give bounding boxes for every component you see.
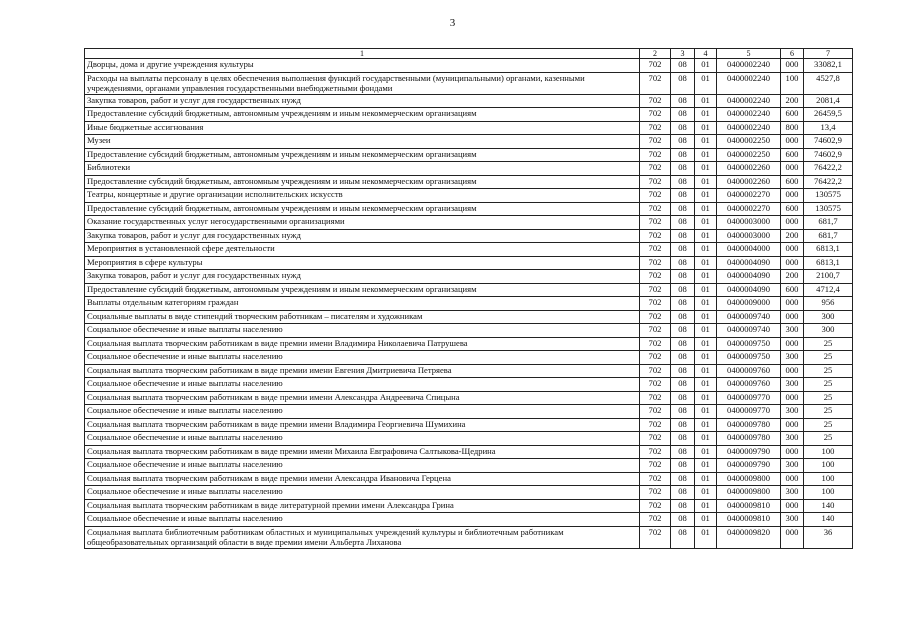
section-code-cell: 08	[671, 486, 695, 500]
ministry-code-cell: 702	[640, 216, 671, 230]
subsection-code-cell: 01	[695, 270, 717, 284]
subsection-code-cell: 01	[695, 243, 717, 257]
ministry-code-cell: 702	[640, 297, 671, 311]
expense-type-cell: 600	[781, 175, 804, 189]
target-article-cell: 0400009790	[717, 445, 781, 459]
amount-cell: 25	[804, 364, 853, 378]
expense-name-cell: Социальное обеспечение и иные выплаты населению	[85, 486, 640, 500]
column-number: 1	[85, 49, 640, 59]
ministry-code-cell: 702	[640, 283, 671, 297]
section-code-cell: 08	[671, 175, 695, 189]
target-article-cell: 0400002270	[717, 189, 781, 203]
amount-cell: 25	[804, 418, 853, 432]
expense-type-cell: 000	[781, 445, 804, 459]
subsection-code-cell: 01	[695, 405, 717, 419]
expense-type-cell: 600	[781, 283, 804, 297]
target-article-cell: 0400009800	[717, 486, 781, 500]
table-row	[85, 175, 853, 189]
budget-table-body	[85, 49, 853, 549]
amount-cell: 25	[804, 351, 853, 365]
table-row	[85, 202, 853, 216]
table-row	[85, 148, 853, 162]
table-row	[85, 432, 853, 446]
section-code-cell: 08	[671, 513, 695, 527]
expense-name-cell: Предоставление субсидий бюджетным, автономным учреждениям и иным некоммерческим организациям	[85, 108, 640, 122]
expense-name-cell: Мероприятия в сфере культуры	[85, 256, 640, 270]
expense-type-cell: 000	[781, 243, 804, 257]
table-row	[85, 472, 853, 486]
target-article-cell: 0400003000	[717, 229, 781, 243]
section-code-cell: 08	[671, 270, 695, 284]
table-row	[85, 391, 853, 405]
expense-type-cell: 000	[781, 59, 804, 73]
amount-cell: 36	[804, 526, 853, 548]
subsection-code-cell: 01	[695, 486, 717, 500]
subsection-code-cell: 01	[695, 432, 717, 446]
amount-cell: 4712,4	[804, 283, 853, 297]
budget-table	[84, 48, 853, 549]
expense-name-cell: Оказание государственных услуг негосударственными организациями	[85, 216, 640, 230]
ministry-code-cell: 702	[640, 243, 671, 257]
expense-name-cell: Социальное обеспечение и иные выплаты населению	[85, 351, 640, 365]
target-article-cell: 0400002240	[717, 94, 781, 108]
target-article-cell: 0400002260	[717, 175, 781, 189]
section-code-cell: 08	[671, 202, 695, 216]
column-number: 6	[781, 49, 804, 59]
expense-name-cell: Социальная выплата творческим работникам в виде премии имени Евгения Дмитриевича Петряева	[85, 364, 640, 378]
expense-type-cell: 000	[781, 499, 804, 513]
expense-name-cell: Социальное обеспечение и иные выплаты населению	[85, 324, 640, 338]
target-article-cell: 0400009780	[717, 418, 781, 432]
expense-type-cell: 000	[781, 297, 804, 311]
ministry-code-cell: 702	[640, 310, 671, 324]
expense-type-cell: 300	[781, 486, 804, 500]
subsection-code-cell: 01	[695, 472, 717, 486]
expense-type-cell: 000	[781, 189, 804, 203]
amount-cell: 681,7	[804, 229, 853, 243]
target-article-cell: 0400002250	[717, 135, 781, 149]
amount-cell: 26459,5	[804, 108, 853, 122]
table-row	[85, 405, 853, 419]
expense-type-cell: 000	[781, 418, 804, 432]
subsection-code-cell: 01	[695, 108, 717, 122]
expense-name-cell: Социальная выплата творческим работникам в виде литературной премии имени Александра Грина	[85, 499, 640, 513]
expense-name-cell: Театры, концертные и другие организации исполнительских искусств	[85, 189, 640, 203]
subsection-code-cell: 01	[695, 351, 717, 365]
section-code-cell: 08	[671, 337, 695, 351]
target-article-cell: 0400009750	[717, 337, 781, 351]
expense-name-cell: Библиотеки	[85, 162, 640, 176]
expense-name-cell: Дворцы, дома и другие учреждения культуры	[85, 59, 640, 73]
section-code-cell: 08	[671, 526, 695, 548]
subsection-code-cell: 01	[695, 148, 717, 162]
expense-name-cell: Мероприятия в установленной сфере деятельности	[85, 243, 640, 257]
column-number-row	[85, 49, 853, 59]
amount-cell: 25	[804, 378, 853, 392]
expense-name-cell: Закупка товаров, работ и услуг для государственных нужд	[85, 270, 640, 284]
amount-cell: 6813,1	[804, 256, 853, 270]
amount-cell: 74602,9	[804, 148, 853, 162]
section-code-cell: 08	[671, 378, 695, 392]
target-article-cell: 0400009000	[717, 297, 781, 311]
subsection-code-cell: 01	[695, 445, 717, 459]
ministry-code-cell: 702	[640, 108, 671, 122]
expense-type-cell: 000	[781, 391, 804, 405]
expense-type-cell: 200	[781, 229, 804, 243]
ministry-code-cell: 702	[640, 202, 671, 216]
ministry-code-cell: 702	[640, 513, 671, 527]
expense-type-cell: 000	[781, 310, 804, 324]
amount-cell: 33082,1	[804, 59, 853, 73]
ministry-code-cell: 702	[640, 391, 671, 405]
expense-name-cell: Предоставление субсидий бюджетным, автономным учреждениям и иным некоммерческим организациям	[85, 283, 640, 297]
subsection-code-cell: 01	[695, 526, 717, 548]
expense-type-cell: 800	[781, 121, 804, 135]
section-code-cell: 08	[671, 283, 695, 297]
target-article-cell: 0400002270	[717, 202, 781, 216]
expense-type-cell: 300	[781, 432, 804, 446]
section-code-cell: 08	[671, 297, 695, 311]
page-number: 3	[449, 17, 456, 29]
ministry-code-cell: 702	[640, 445, 671, 459]
ministry-code-cell: 702	[640, 189, 671, 203]
target-article-cell: 0400009740	[717, 324, 781, 338]
target-article-cell: 0400009760	[717, 364, 781, 378]
amount-cell: 13,4	[804, 121, 853, 135]
ministry-code-cell: 702	[640, 472, 671, 486]
subsection-code-cell: 01	[695, 283, 717, 297]
subsection-code-cell: 01	[695, 337, 717, 351]
amount-cell: 25	[804, 405, 853, 419]
target-article-cell: 0400004000	[717, 243, 781, 257]
amount-cell: 681,7	[804, 216, 853, 230]
ministry-code-cell: 702	[640, 135, 671, 149]
expense-name-cell: Социальная выплата творческим работникам в виде премии имени Александра Ивановича Герцена	[85, 472, 640, 486]
amount-cell: 956	[804, 297, 853, 311]
target-article-cell: 0400009790	[717, 459, 781, 473]
ministry-code-cell: 702	[640, 418, 671, 432]
expense-name-cell: Социальная выплата творческим работникам в виде премии имени Владимира Георгиевича Шумихина	[85, 418, 640, 432]
subsection-code-cell: 01	[695, 378, 717, 392]
section-code-cell: 08	[671, 72, 695, 94]
ministry-code-cell: 702	[640, 378, 671, 392]
section-code-cell: 08	[671, 364, 695, 378]
amount-cell: 74602,9	[804, 135, 853, 149]
table-row	[85, 445, 853, 459]
ministry-code-cell: 702	[640, 405, 671, 419]
amount-cell: 100	[804, 459, 853, 473]
table-row	[85, 310, 853, 324]
subsection-code-cell: 01	[695, 391, 717, 405]
section-code-cell: 08	[671, 243, 695, 257]
subsection-code-cell: 01	[695, 135, 717, 149]
expense-name-cell: Музеи	[85, 135, 640, 149]
expense-name-cell: Социальное обеспечение и иные выплаты населению	[85, 405, 640, 419]
amount-cell: 25	[804, 337, 853, 351]
section-code-cell: 08	[671, 94, 695, 108]
subsection-code-cell: 01	[695, 189, 717, 203]
section-code-cell: 08	[671, 189, 695, 203]
amount-cell: 76422,2	[804, 162, 853, 176]
section-code-cell: 08	[671, 310, 695, 324]
target-article-cell: 0400009810	[717, 499, 781, 513]
expense-name-cell: Предоставление субсидий бюджетным, автономным учреждениям и иным некоммерческим организациям	[85, 148, 640, 162]
column-number: 7	[804, 49, 853, 59]
table-row	[85, 297, 853, 311]
target-article-cell: 0400002240	[717, 59, 781, 73]
target-article-cell: 0400002260	[717, 162, 781, 176]
column-number: 5	[717, 49, 781, 59]
expense-name-cell: Предоставление субсидий бюджетным, автономным учреждениям и иным некоммерческим организациям	[85, 202, 640, 216]
amount-cell: 130575	[804, 189, 853, 203]
target-article-cell: 0400009770	[717, 391, 781, 405]
section-code-cell: 08	[671, 216, 695, 230]
table-row	[85, 162, 853, 176]
subsection-code-cell: 01	[695, 364, 717, 378]
expense-type-cell: 600	[781, 202, 804, 216]
section-code-cell: 08	[671, 59, 695, 73]
subsection-code-cell: 01	[695, 72, 717, 94]
ministry-code-cell: 702	[640, 59, 671, 73]
table-row	[85, 229, 853, 243]
amount-cell: 2100,7	[804, 270, 853, 284]
target-article-cell: 0400009750	[717, 351, 781, 365]
ministry-code-cell: 702	[640, 351, 671, 365]
target-article-cell: 0400002250	[717, 148, 781, 162]
subsection-code-cell: 01	[695, 216, 717, 230]
ministry-code-cell: 702	[640, 162, 671, 176]
expense-name-cell: Закупка товаров, работ и услуг для государственных нужд	[85, 229, 640, 243]
table-row	[85, 499, 853, 513]
section-code-cell: 08	[671, 162, 695, 176]
ministry-code-cell: 702	[640, 270, 671, 284]
ministry-code-cell: 702	[640, 72, 671, 94]
target-article-cell: 0400009820	[717, 526, 781, 548]
expense-name-cell: Социальное обеспечение и иные выплаты населению	[85, 378, 640, 392]
ministry-code-cell: 702	[640, 148, 671, 162]
amount-cell: 25	[804, 432, 853, 446]
table-row	[85, 270, 853, 284]
table-row	[85, 243, 853, 257]
ministry-code-cell: 702	[640, 486, 671, 500]
amount-cell: 76422,2	[804, 175, 853, 189]
subsection-code-cell: 01	[695, 459, 717, 473]
section-code-cell: 08	[671, 405, 695, 419]
section-code-cell: 08	[671, 229, 695, 243]
subsection-code-cell: 01	[695, 229, 717, 243]
subsection-code-cell: 01	[695, 499, 717, 513]
table-row	[85, 108, 853, 122]
section-code-cell: 08	[671, 432, 695, 446]
table-row	[85, 324, 853, 338]
expense-type-cell: 300	[781, 459, 804, 473]
column-number: 3	[671, 49, 695, 59]
expense-type-cell: 200	[781, 270, 804, 284]
target-article-cell: 0400002240	[717, 108, 781, 122]
budget-table-sheet	[84, 48, 852, 549]
expense-type-cell: 300	[781, 378, 804, 392]
section-code-cell: 08	[671, 108, 695, 122]
expense-name-cell: Социальная выплата творческим работникам в виде премии имени Владимира Николаевича Патрушева	[85, 337, 640, 351]
amount-cell: 130575	[804, 202, 853, 216]
expense-type-cell: 000	[781, 526, 804, 548]
subsection-code-cell: 01	[695, 256, 717, 270]
section-code-cell: 08	[671, 351, 695, 365]
section-code-cell: 08	[671, 499, 695, 513]
amount-cell: 140	[804, 513, 853, 527]
table-row	[85, 337, 853, 351]
expense-type-cell: 000	[781, 162, 804, 176]
section-code-cell: 08	[671, 445, 695, 459]
expense-type-cell: 300	[781, 405, 804, 419]
table-row	[85, 418, 853, 432]
ministry-code-cell: 702	[640, 324, 671, 338]
amount-cell: 100	[804, 445, 853, 459]
subsection-code-cell: 01	[695, 175, 717, 189]
ministry-code-cell: 702	[640, 94, 671, 108]
target-article-cell: 0400009770	[717, 405, 781, 419]
ministry-code-cell: 702	[640, 499, 671, 513]
amount-cell: 2081,4	[804, 94, 853, 108]
expense-type-cell: 300	[781, 324, 804, 338]
expense-name-cell: Предоставление субсидий бюджетным, автономным учреждениям и иным некоммерческим организациям	[85, 175, 640, 189]
table-row	[85, 364, 853, 378]
table-row	[85, 378, 853, 392]
ministry-code-cell: 702	[640, 459, 671, 473]
expense-name-cell: Социальная выплата творческим работникам в виде премии имени Михаила Евграфовича Салтыкова-Щедрина	[85, 445, 640, 459]
subsection-code-cell: 01	[695, 121, 717, 135]
expense-type-cell: 000	[781, 256, 804, 270]
table-row	[85, 59, 853, 73]
ministry-code-cell: 702	[640, 256, 671, 270]
ministry-code-cell: 702	[640, 432, 671, 446]
expense-name-cell: Социальное обеспечение и иные выплаты населению	[85, 513, 640, 527]
subsection-code-cell: 01	[695, 513, 717, 527]
column-number: 4	[695, 49, 717, 59]
amount-cell: 300	[804, 310, 853, 324]
expense-name-cell: Социальное обеспечение и иные выплаты населению	[85, 432, 640, 446]
target-article-cell: 0400004090	[717, 256, 781, 270]
amount-cell: 6813,1	[804, 243, 853, 257]
table-row	[85, 459, 853, 473]
expense-type-cell: 200	[781, 94, 804, 108]
section-code-cell: 08	[671, 148, 695, 162]
table-row	[85, 351, 853, 365]
table-row	[85, 121, 853, 135]
amount-cell: 100	[804, 472, 853, 486]
subsection-code-cell: 01	[695, 297, 717, 311]
amount-cell: 300	[804, 324, 853, 338]
expense-type-cell: 000	[781, 135, 804, 149]
section-code-cell: 08	[671, 135, 695, 149]
table-row	[85, 189, 853, 203]
subsection-code-cell: 01	[695, 202, 717, 216]
target-article-cell: 0400009800	[717, 472, 781, 486]
amount-cell: 140	[804, 499, 853, 513]
expense-type-cell: 600	[781, 108, 804, 122]
expense-name-cell: Расходы на выплаты персоналу в целях обеспечения выполнения функций государственными (муниципальными) органами, казенными учреждениями, органами управления государственными внебюджетными фондами	[85, 72, 640, 94]
table-row	[85, 486, 853, 500]
section-code-cell: 08	[671, 324, 695, 338]
target-article-cell: 0400009780	[717, 432, 781, 446]
subsection-code-cell: 01	[695, 94, 717, 108]
expense-name-cell: Социальное обеспечение и иные выплаты населению	[85, 459, 640, 473]
target-article-cell: 0400009810	[717, 513, 781, 527]
table-row	[85, 283, 853, 297]
ministry-code-cell: 702	[640, 526, 671, 548]
ministry-code-cell: 702	[640, 229, 671, 243]
ministry-code-cell: 702	[640, 121, 671, 135]
table-row	[85, 256, 853, 270]
section-code-cell: 08	[671, 418, 695, 432]
section-code-cell: 08	[671, 256, 695, 270]
subsection-code-cell: 01	[695, 324, 717, 338]
expense-type-cell: 000	[781, 216, 804, 230]
expense-name-cell: Выплаты отдельным категориям граждан	[85, 297, 640, 311]
amount-cell: 4527,8	[804, 72, 853, 94]
expense-name-cell: Социальная выплата библиотечным работникам областных и муниципальных учреждений культуры и библиотечным работникам общеобразовательных организаций области в виде премии имени Альберта Лиханова	[85, 526, 640, 548]
section-code-cell: 08	[671, 391, 695, 405]
expense-type-cell: 000	[781, 337, 804, 351]
expense-type-cell: 300	[781, 513, 804, 527]
expense-name-cell: Закупка товаров, работ и услуг для государственных нужд	[85, 94, 640, 108]
subsection-code-cell: 01	[695, 310, 717, 324]
target-article-cell: 0400002240	[717, 72, 781, 94]
expense-name-cell: Иные бюджетные ассигнования	[85, 121, 640, 135]
ministry-code-cell: 702	[640, 364, 671, 378]
target-article-cell: 0400002240	[717, 121, 781, 135]
expense-name-cell: Социальные выплаты в виде стипендий творческим работникам – писателям и художникам	[85, 310, 640, 324]
expense-name-cell: Социальная выплата творческим работникам в виде премии имени Александра Андреевича Спицына	[85, 391, 640, 405]
table-row	[85, 135, 853, 149]
target-article-cell: 0400009740	[717, 310, 781, 324]
table-row	[85, 526, 853, 548]
target-article-cell: 0400003000	[717, 216, 781, 230]
section-code-cell: 08	[671, 121, 695, 135]
expense-type-cell: 100	[781, 72, 804, 94]
subsection-code-cell: 01	[695, 418, 717, 432]
ministry-code-cell: 702	[640, 175, 671, 189]
subsection-code-cell: 01	[695, 59, 717, 73]
expense-type-cell: 000	[781, 472, 804, 486]
amount-cell: 25	[804, 391, 853, 405]
table-row	[85, 513, 853, 527]
amount-cell: 100	[804, 486, 853, 500]
target-article-cell: 0400004090	[717, 270, 781, 284]
subsection-code-cell: 01	[695, 162, 717, 176]
ministry-code-cell: 702	[640, 337, 671, 351]
expense-type-cell: 600	[781, 148, 804, 162]
target-article-cell: 0400009760	[717, 378, 781, 392]
expense-type-cell: 000	[781, 364, 804, 378]
expense-type-cell: 300	[781, 351, 804, 365]
table-row	[85, 216, 853, 230]
section-code-cell: 08	[671, 472, 695, 486]
table-row	[85, 94, 853, 108]
column-number: 2	[640, 49, 671, 59]
target-article-cell: 0400004090	[717, 283, 781, 297]
table-row	[85, 72, 853, 94]
section-code-cell: 08	[671, 459, 695, 473]
